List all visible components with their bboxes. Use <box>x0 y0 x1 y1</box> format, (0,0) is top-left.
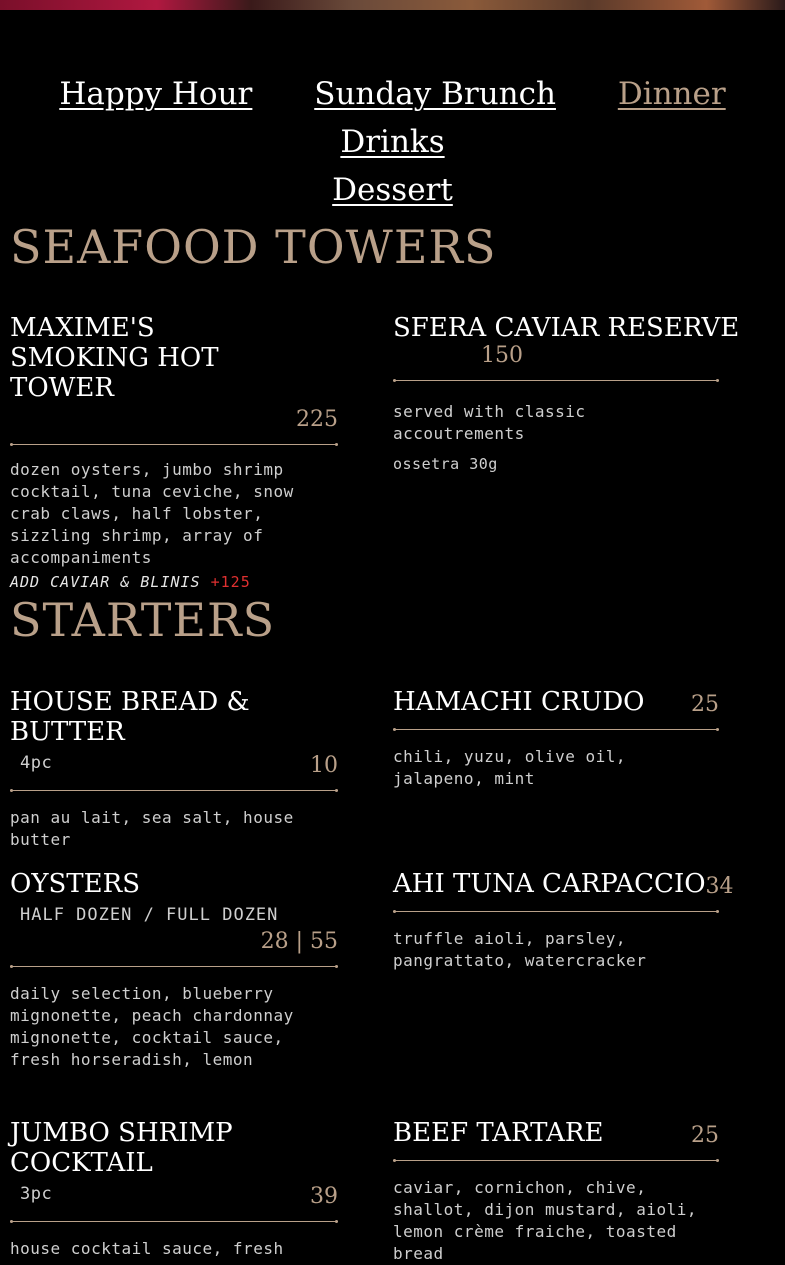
section-title-seafood-towers: SEAFOOD TOWERS <box>10 220 497 274</box>
menu-item-house-bread <box>10 687 338 851</box>
item-description: daily selection, blueberry mignonette, peach chardonnay mignonette, cocktail sauce, fresh horseradish, lemon <box>10 984 294 1069</box>
item-portion: 4pc <box>20 753 53 773</box>
divider <box>10 966 338 967</box>
menu-item-oysters <box>10 869 338 1071</box>
item-name: JUMBO SHRIMP COCKTAIL <box>10 1118 233 1178</box>
item-price: 25 <box>691 692 719 717</box>
hero-image-strip <box>0 0 785 10</box>
menu-item-jumbo-shrimp <box>10 1118 338 1260</box>
item-price: 225 <box>296 407 338 432</box>
item-description: served with classic accoutrements <box>393 402 586 443</box>
addon-price: +125 <box>210 573 251 591</box>
item-name: MAXIME'S SMOKING HOT TOWER <box>10 313 219 403</box>
menu-item-hamachi-crudo <box>393 687 719 790</box>
item-description: chili, yuzu, olive oil, jalapeno, mint <box>393 747 627 788</box>
section-title-starters: STARTERS <box>10 593 276 647</box>
divider <box>393 729 719 730</box>
menu-item-ahi-tuna <box>393 869 734 972</box>
divider <box>393 380 719 381</box>
divider <box>10 790 338 791</box>
item-description: house cocktail sauce, fresh <box>10 1239 284 1258</box>
nav-dessert[interactable]: Dessert <box>332 172 453 208</box>
item-price: 28 | 55 <box>260 929 338 954</box>
nav-happy-hour[interactable]: Happy Hour <box>59 76 253 112</box>
item-price: 150 <box>481 343 523 368</box>
item-price: 34 <box>705 874 734 899</box>
item-description: caviar, cornichon, chive, shallot, dijon mustard, aioli, lemon crème fraiche, toasted bread <box>393 1178 697 1263</box>
divider <box>10 1221 338 1222</box>
item-name: HOUSE BREAD & BUTTER <box>10 687 250 747</box>
item-portion: 3pc <box>20 1184 53 1204</box>
item-price: 39 <box>310 1184 338 1209</box>
item-name: HAMACHI CRUDO <box>393 687 645 717</box>
item-description: dozen oysters, jumbo shrimp cocktail, tuna ceviche, snow crab claws, half lobster, sizzling shrimp, array of accompaniments <box>10 460 294 567</box>
item-description: truffle aioli, parsley, pangrattato, watercracker <box>393 929 647 970</box>
item-name: OYSTERS <box>10 869 140 899</box>
nav-drinks[interactable]: Drinks <box>340 124 445 160</box>
nav-dinner[interactable]: Dinner <box>617 76 726 112</box>
menu-item-beef-tartare <box>393 1118 719 1265</box>
menu-nav <box>0 70 785 214</box>
item-description: pan au lait, sea salt, house butter <box>10 808 294 849</box>
divider <box>393 1160 719 1161</box>
addon-label: ADD CAVIAR & BLINIS <box>10 573 201 591</box>
item-portion: HALF DOZEN / FULL DOZEN <box>20 905 279 925</box>
item-price: 10 <box>310 753 338 778</box>
item-name: AHI TUNA CARPACCIO <box>393 869 706 899</box>
nav-sunday-brunch[interactable]: Sunday Brunch <box>314 76 556 112</box>
item-price: 25 <box>691 1123 719 1148</box>
item-addon <box>10 573 338 591</box>
divider <box>10 444 338 445</box>
menu-item-sfera-caviar <box>393 313 740 475</box>
item-name: SFERA CAVIAR RESERVE <box>393 313 740 343</box>
menu-item-maxime-tower <box>10 313 338 591</box>
item-note: ossetra 30g <box>393 455 498 473</box>
item-name: BEEF TARTARE <box>393 1118 604 1148</box>
divider <box>393 911 719 912</box>
